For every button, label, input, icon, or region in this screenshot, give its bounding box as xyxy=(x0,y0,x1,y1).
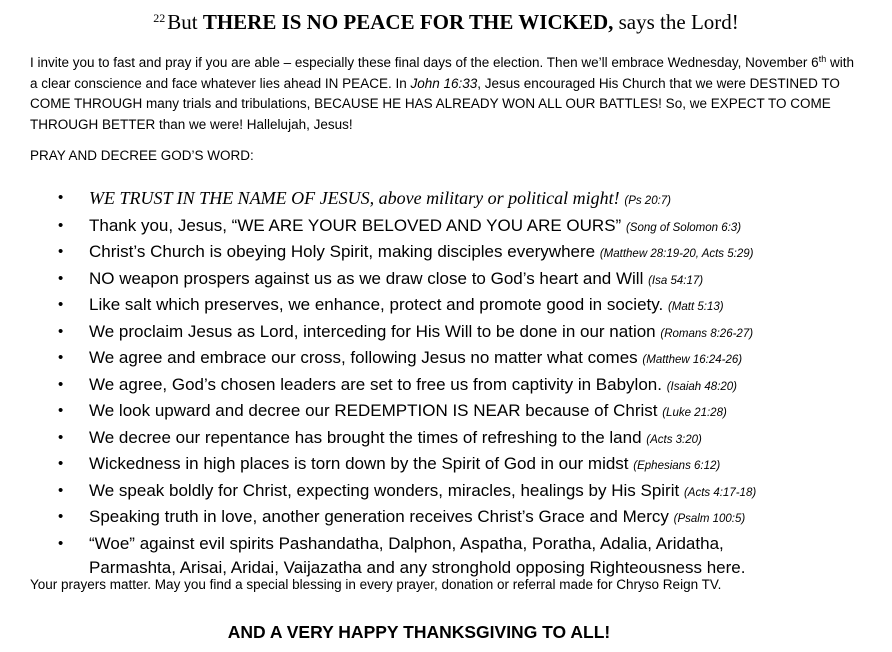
decree-item xyxy=(55,267,855,294)
intro-superscript: th xyxy=(818,54,827,64)
decree-text: We agree, God’s chosen leaders are set to free us from captivity in Babylon. xyxy=(89,374,662,394)
intro-part-1: I invite you to fast and pray if you are able – especially these final days of the election. Then we’ll embrace Wednesday, November 6 xyxy=(30,55,819,70)
decree-text: We proclaim Jesus as Lord, interceding for His Will to be done in our nation xyxy=(89,321,656,341)
decree-item xyxy=(55,240,855,267)
decree-item xyxy=(55,505,855,532)
decree-text: Christ’s Church is obeying Holy Spirit, making disciples everywhere xyxy=(89,242,596,261)
decree-item xyxy=(55,452,855,479)
scripture-reference: (Song of Solomon 6:3) xyxy=(625,221,742,234)
decree-text: We agree and embrace our cross, following Jesus no matter what comes xyxy=(89,348,638,367)
decree-item xyxy=(55,532,809,581)
decree-item xyxy=(55,426,855,453)
decree-text: Thank you, Jesus, “WE ARE YOUR BELOVED AND YOU ARE OURS” xyxy=(89,215,622,235)
verse-tail: says the Lord! xyxy=(613,10,739,34)
decree-text: We decree our repentance has brought the times of refreshing to the land xyxy=(89,427,642,447)
bullet-icon: • xyxy=(58,322,64,340)
scripture-reference: (Matt 5:13) xyxy=(667,301,724,313)
verse-lead: But xyxy=(167,10,203,34)
bullet-icon: • xyxy=(58,455,64,472)
decree-text: NO weapon prospers against us as we draw close to God’s heart and Will xyxy=(89,268,644,288)
decree-item xyxy=(55,399,855,426)
decree-text: Like salt which preserves, we enhance, protect and promote good in society. xyxy=(89,295,664,314)
bullet-icon: • xyxy=(58,481,64,499)
decree-text: Speaking truth in love, another generation receives Christ’s Grace and Mercy xyxy=(89,507,669,526)
scripture-reference: (Matthew 16:24-26) xyxy=(642,354,743,366)
decree-list xyxy=(55,186,855,581)
bullet-icon: • xyxy=(58,349,64,366)
bullet-icon: • xyxy=(58,269,64,287)
decree-item xyxy=(55,293,855,320)
pray-heading: PRAY AND DECREE GOD’S WORD: xyxy=(30,148,254,163)
decree-item xyxy=(55,320,855,347)
bullet-icon: • xyxy=(58,375,64,393)
bullet-icon: • xyxy=(58,296,64,313)
decree-item xyxy=(55,186,855,214)
scripture-reference: (Matthew 28:19-20, Acts 5:29) xyxy=(599,248,754,260)
bullet-icon: • xyxy=(58,243,64,260)
verse-heading xyxy=(0,4,892,36)
closing-line: Your prayers matter. May you find a special blessing in every prayer, donation or referral made for Chryso Reign TV. xyxy=(30,577,722,592)
bullet-icon: • xyxy=(58,428,64,446)
scripture-reference: (Acts 4:17-18) xyxy=(683,486,757,499)
scripture-reference: (Acts 3:20) xyxy=(646,433,702,446)
intro-part-2: with a clear conscience and face whatever lies ahead IN PEACE. In xyxy=(30,55,854,91)
scripture-reference: (Romans 8:26-27) xyxy=(660,327,754,340)
decree-text: “Woe” against evil spirits Pashandatha, Dalphon, Aspatha, Poratha, Adalia, Aridatha, Parmashta, Arisai, Aridai, Vaijazatha and any stronghold opposing Righteousness here. xyxy=(89,533,746,577)
thanksgiving-banner: AND A VERY HAPPY THANKSGIVING TO ALL! xyxy=(227,622,611,642)
bullet-icon: • xyxy=(58,534,64,552)
decree-item xyxy=(55,373,855,400)
scripture-reference: (Isaiah 48:20) xyxy=(666,380,738,393)
decree-text: WE TRUST IN THE NAME OF JESUS, above military or political might! xyxy=(89,188,620,208)
bullet-icon: • xyxy=(58,216,64,234)
bullet-icon: • xyxy=(58,189,64,206)
intro-part-3: , Jesus encouraged His Church that we were DESTINED TO COME THROUGH many trials and tribulations, BECAUSE HE HAS ALREADY WON ALL OUR BATTLES! So, we EXPECT TO COME THROUGH BETTER than we were! Hallelujah, Jesus! xyxy=(30,75,840,132)
scripture-reference: (Luke 21:28) xyxy=(662,407,727,419)
decree-item xyxy=(55,214,855,241)
decree-item xyxy=(55,346,855,373)
decree-text: We speak boldly for Christ, expecting wonders, miracles, healings by His Spirit xyxy=(89,480,680,500)
scripture-reference: (Psalm 100:5) xyxy=(673,513,746,525)
scripture-reference: (Isa 54:17) xyxy=(648,274,704,287)
decree-text: Wickedness in high places is torn down by the Spirit of God in our midst xyxy=(89,454,629,473)
bullet-icon: • xyxy=(58,508,64,525)
scripture-reference: (Ps 20:7) xyxy=(624,195,672,207)
verse-number: 22 xyxy=(153,11,166,25)
intro-scripture-ref: John 16:33 xyxy=(410,75,478,91)
bullet-icon: • xyxy=(58,402,64,419)
intro-paragraph xyxy=(30,53,860,135)
decree-text: We look upward and decree our REDEMPTION IS NEAR because of Christ xyxy=(89,401,658,420)
decree-item xyxy=(55,479,855,506)
verse-emphasis: THERE IS NO PEACE FOR THE WICKED, xyxy=(202,10,614,34)
scripture-reference: (Ephesians 6:12) xyxy=(633,460,721,472)
